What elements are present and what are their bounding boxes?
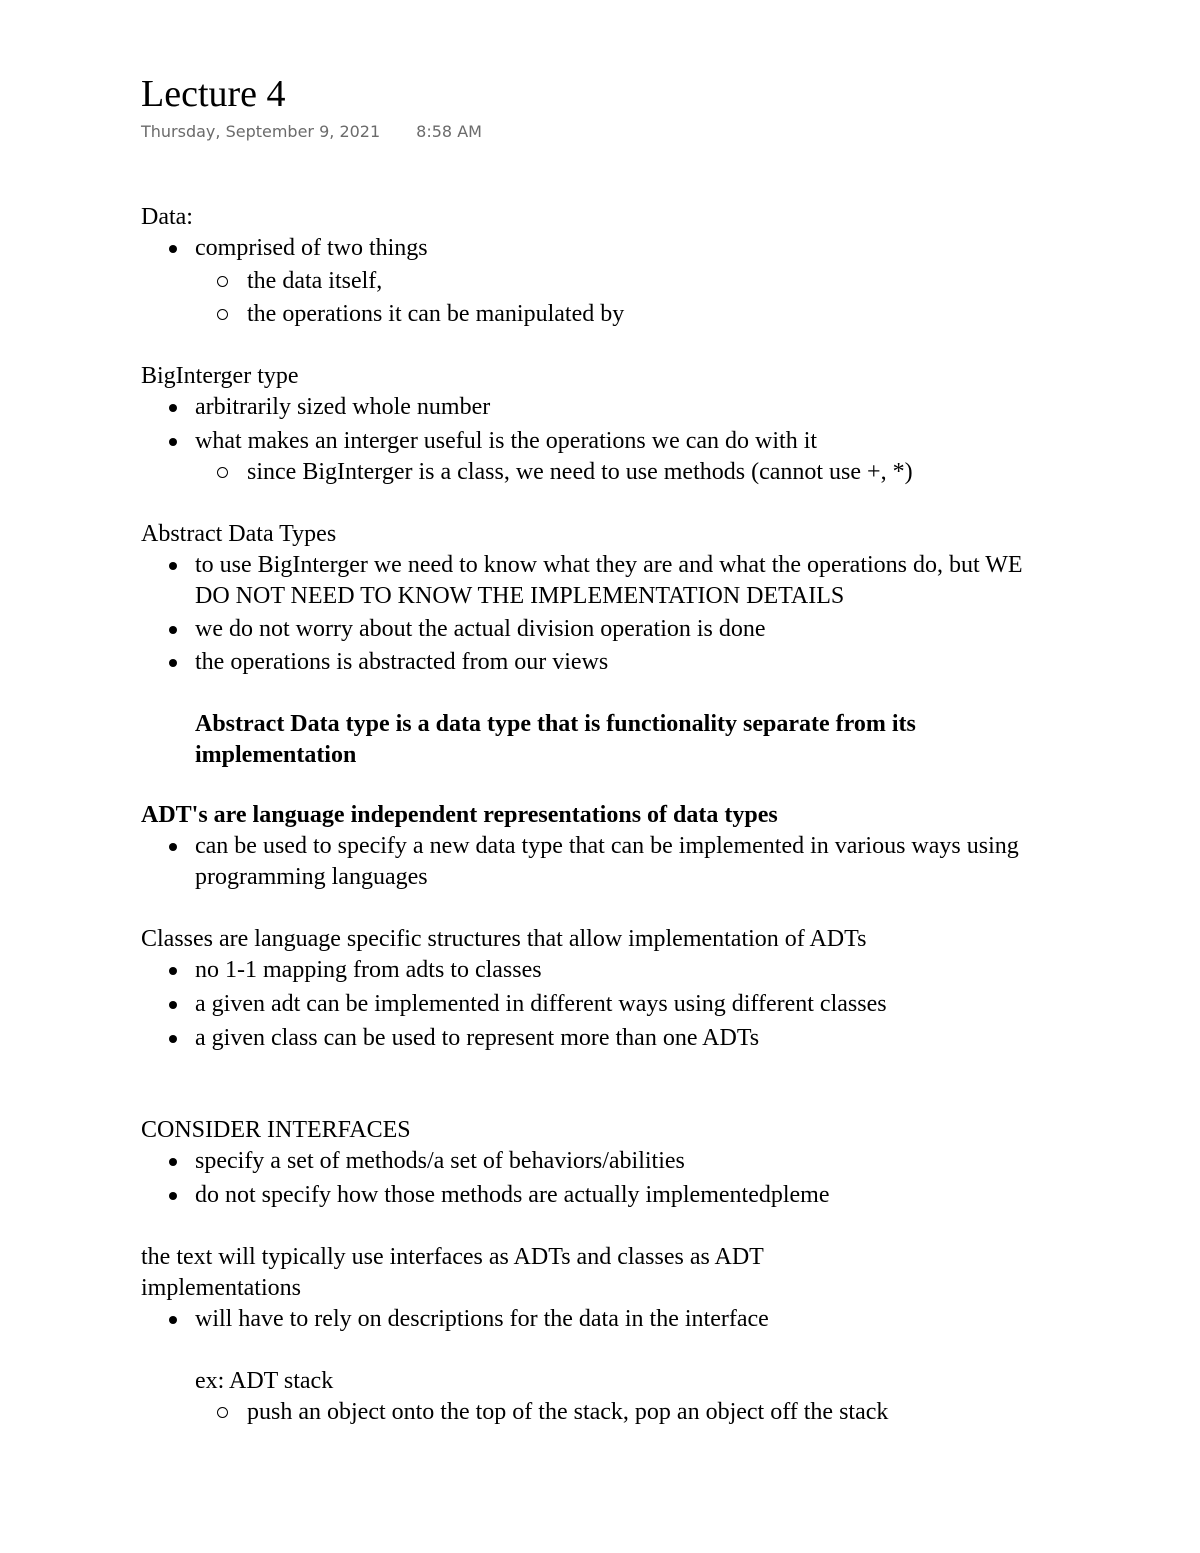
list-item: can be used to specify a new data type that can be implemented in various ways using programming languages [141,831,1041,893]
section-interfaces [141,1115,1041,1211]
note-metadata [141,122,1041,144]
section-data [141,202,1041,330]
section-text-usage [141,1242,1041,1428]
list-item: the operations is abstracted from our views [141,647,1041,678]
list-subitem: push an object onto the top of the stack, pop an object off the stack [141,1397,1041,1428]
list-item: do not specify how those methods are actually implementedpleme [141,1180,1041,1211]
note-date: Thursday, September 9, 2021 [141,122,381,141]
example-label: ex: ADT stack [195,1368,334,1394]
note-body [141,202,1041,1428]
list-subitem: since BigInterger is a class, we need to use methods (cannot use +, *) [141,457,1041,488]
section-adt [141,519,1041,771]
page-title: Lecture 4 [141,73,286,115]
section-heading: Classes are language specific structures that allow implementation of ADTs [141,926,867,952]
list-subitem: the data itself, [141,266,1041,297]
list-subitem: the operations it can be manipulated by [141,299,1041,330]
list-item: a given class can be used to represent more than one ADTs [141,1023,1041,1054]
section-heading: CONSIDER INTERFACES [141,1117,411,1143]
list-item: arbitrarily sized whole number [141,392,1041,423]
section-heading: the text will typically use interfaces as ADTs and classes as ADT implementations [141,1244,764,1301]
section-classes [141,924,1041,1054]
list-item: no 1-1 mapping from adts to classes [141,955,1041,986]
section-heading: Data: [141,204,193,230]
section-heading: ADT's are language independent representations of data types [141,802,778,828]
list-item: a given adt can be implemented in different ways using different classes [141,989,1041,1020]
note-page [141,72,1041,1428]
note-time: 8:58 AM [416,122,482,141]
list-item: to use BigInterger we need to know what they are and what the operations do, but WE DO NOT NEED TO KNOW THE IMPLEMENTATION DETAILS [141,550,1041,612]
list-item: what makes an interger useful is the operations we can do with it [141,426,1041,457]
section-biginteger [141,361,1041,488]
section-heading: BigInterger type [141,363,299,389]
adt-definition: Abstract Data type is a data type that is functionality separate from its implementation [195,711,916,768]
list-item: specify a set of methods/a set of behaviors/abilities [141,1146,1041,1177]
section-heading: Abstract Data Types [141,521,337,547]
list-item: we do not worry about the actual division operation is done [141,614,1041,645]
section-language-independent [141,800,1041,893]
list-item: will have to rely on descriptions for the data in the interface [141,1304,1041,1335]
list-item: comprised of two things [141,233,1041,264]
